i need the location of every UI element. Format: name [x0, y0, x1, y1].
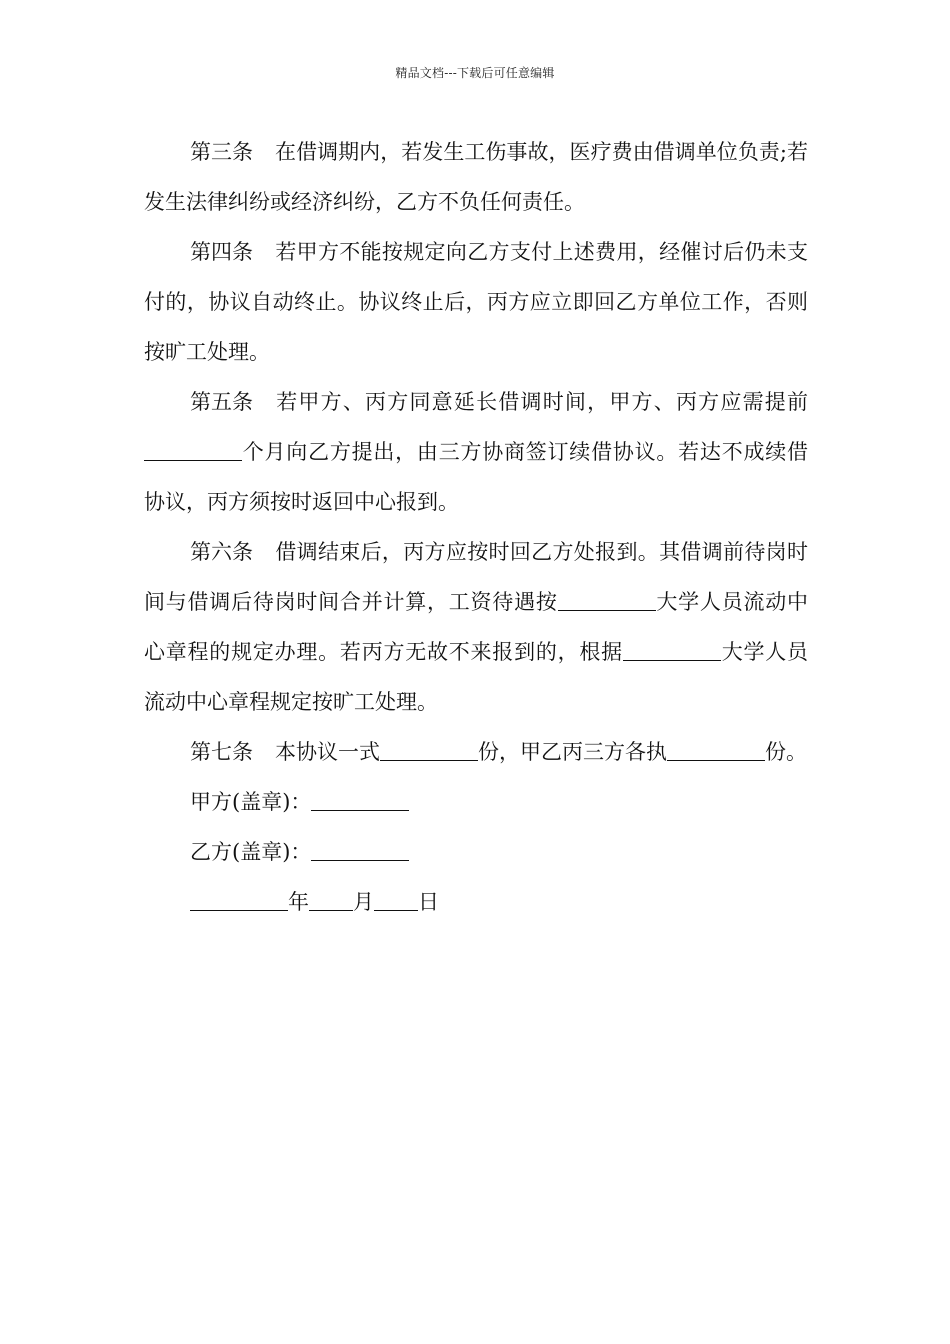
article-5 [144, 377, 808, 527]
blank-line [558, 588, 656, 611]
day-blank [374, 888, 418, 911]
article-text: 若甲方不能按规定向乙方支付上述费用，经催讨后仍未支付的，协议自动终止。协议终止后，丙方应立即回乙方单位工作，否则按旷工处理。 [144, 240, 808, 364]
party-a-signature [144, 777, 808, 827]
blank-line [667, 738, 765, 761]
year-blank [190, 888, 288, 911]
article-text: 若甲方、丙方同意延长借调时间，甲方、丙方应需提前 [275, 390, 808, 414]
signature-label: 甲方(盖章)： [190, 790, 312, 814]
article-text: 份，甲乙丙三方各执 [478, 740, 667, 764]
blank-line [144, 438, 242, 461]
article-label: 第六条 [190, 540, 253, 564]
article-label: 第三条 [190, 140, 253, 164]
month-label: 月 [353, 890, 374, 914]
article-text: 本协议一式 [275, 740, 380, 764]
blank-line [623, 638, 721, 661]
article-6 [144, 527, 808, 727]
article-text: 个月向乙方提出，由三方协商签订续借协议。若达不成续借协议，丙方须按时返回中心报到。 [144, 440, 808, 514]
article-7 [144, 727, 808, 777]
article-label: 第四条 [190, 240, 253, 264]
page-header: 精品文档---下载后可任意编辑 [395, 66, 555, 80]
blank-line [380, 738, 478, 761]
article-3 [144, 127, 808, 227]
document-body [144, 127, 808, 927]
blank-line [311, 788, 409, 811]
party-b-signature [144, 827, 808, 877]
article-text: 份。 [765, 740, 807, 764]
article-text: 大学人员流动中心章程规定按旷工处理。 [144, 640, 808, 714]
article-text: 借调结束后，丙方应按时回乙方处报到。其借调前待岗时间与借调后待岗时间合并计算，工资待遇按 [144, 540, 808, 614]
year-label: 年 [288, 890, 309, 914]
article-text: 大学人员流动中心章程的规定办理。若丙方无故不来报到的，根据 [144, 590, 809, 664]
article-text: 在借调期内，若发生工伤事故，医疗费由借调单位负责;若发生法律纠纷或经济纠纷，乙方不负任何责任。 [144, 140, 808, 214]
day-label: 日 [418, 890, 439, 914]
article-label: 第五条 [190, 390, 253, 414]
blank-line [311, 838, 409, 861]
article-4 [144, 227, 808, 377]
month-blank [309, 888, 353, 911]
article-label: 第七条 [190, 740, 253, 764]
signature-label: 乙方(盖章)： [190, 840, 312, 864]
date-line [144, 877, 808, 927]
